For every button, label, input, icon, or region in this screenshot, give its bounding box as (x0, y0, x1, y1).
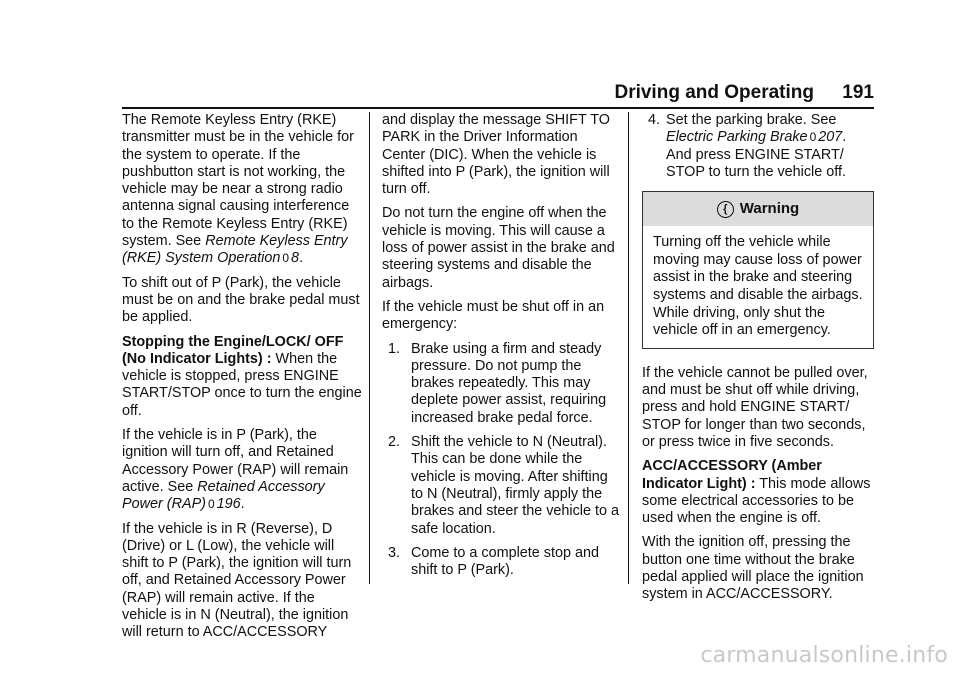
warning-title: Warning (739, 200, 800, 218)
column-3 (642, 112, 874, 611)
subheading: ACC/ACCESSORY (Amber Indicator Light) : (642, 458, 822, 492)
ref-arrow-icon: 0 (282, 251, 290, 266)
ref-page: 8 (291, 250, 300, 267)
paragraph: If the vehicle must be shut off in an emergency: (382, 298, 605, 333)
paragraph: If the vehicle is in P (Park), the ignition will turn off, and Retained Accessory Power (RAP) will remain active. See Retained Accessory Power (RAP) 0 196. (122, 427, 349, 513)
emergency-steps-list (382, 341, 620, 580)
list-item: 2. Shift the vehicle to N (Neutral). This can be done while the vehicle is moving. After shifting to N (Neutral), firmly apply the brakes and steer the vehicle to a safe location. (388, 434, 619, 537)
subheading: Stopping the Engine/LOCK/ OFF (No Indicator Lights) : (122, 333, 344, 367)
column-1 (122, 112, 362, 649)
paragraph: With the ignition off, pressing the button one time without the brake pedal applied will place the ignition system in ACC/ACCESSORY. (642, 534, 864, 603)
paragraph: To shift out of P (Park), the vehicle must be on and the brake pedal must be applied. (122, 274, 360, 326)
watermark: carmanualsonline.info (700, 643, 948, 668)
ref-page: 196 (216, 496, 241, 513)
column-divider (369, 112, 370, 584)
cross-reference[interactable]: Retained Accessory Power (RAP) (122, 478, 325, 513)
section-title: Driving and Operating (614, 82, 814, 103)
warning-box (642, 191, 874, 349)
cross-reference[interactable]: Electric Parking Brake (666, 129, 808, 146)
cross-reference[interactable]: Remote Keyless Entry (RKE) System Operation (122, 233, 348, 267)
page-header (122, 80, 874, 106)
page-number: 191 (842, 82, 874, 103)
warning-text: Turning off the vehicle while moving may cause loss of power assist in the brake and steering systems and disable the airbags. While driving, only shut the vehicle off in an emergency. (653, 234, 863, 339)
warning-icon: { (717, 201, 734, 218)
header-rule (122, 107, 874, 109)
paragraph: ACC/ACCESSORY (Amber Indicator Light) : This mode allows some electrical accessories to be used when the engine is off. (642, 458, 871, 527)
list-item: 1. Brake using a firm and steady pressure. Do not pump the brakes repeatedly. This may deplete power assist, requiring increased brake pedal force. (388, 340, 607, 426)
paragraph: If the vehicle is in R (Reverse), D (Drive) or L (Low), the vehicle will shift to P (Park), the ignition will turn off, and Retained Accessory Power (RAP) will remain active. If the vehicle is in N (Neutral), the ignition will return to ACC/ACCESSORY (122, 520, 352, 641)
column-2 (382, 112, 620, 586)
paragraph: and display the message SHIFT TO PARK in the Driver Information Center (DIC). When the vehicle is shifted into P (Park), the ignition will turn off. (382, 112, 610, 198)
list-item: 3. Come to a complete stop and shift to P (Park). (388, 544, 599, 579)
column-divider (628, 112, 629, 584)
ref-page: 207 (818, 129, 843, 146)
ref-arrow-icon: 0 (809, 130, 817, 145)
paragraph: Stopping the Engine/LOCK/ OFF (No Indicator Lights) : When the vehicle is stopped, press ENGINE START/STOP once to turn the engine off. (122, 333, 362, 419)
ref-arrow-icon: 0 (207, 497, 215, 512)
paragraph: If the vehicle cannot be pulled over, and must be shut off while driving, press and hold ENGINE START/ STOP for longer than two seconds, or press twice in five seconds. (642, 364, 868, 450)
paragraph: The Remote Keyless Entry (RKE) transmitter must be in the vehicle for the system to operate. If the pushbutton start is not working, the vehicle may be near a strong radio antenna signal causing interference to the Remote Keyless Entry (RKE) system. See Remote Keyless Entry (RKE) System Operation 0 8. (122, 112, 354, 267)
paragraph: Do not turn the engine off when the vehicle is moving. This will cause a loss of power assist in the brake and steering systems and disable the airbags. (382, 205, 615, 291)
warning-header (643, 192, 873, 226)
list-item: 4. Set the parking brake. See Electric Parking Brake 0 207. And press ENGINE START/ STOP to turn the vehicle off. (648, 112, 847, 180)
